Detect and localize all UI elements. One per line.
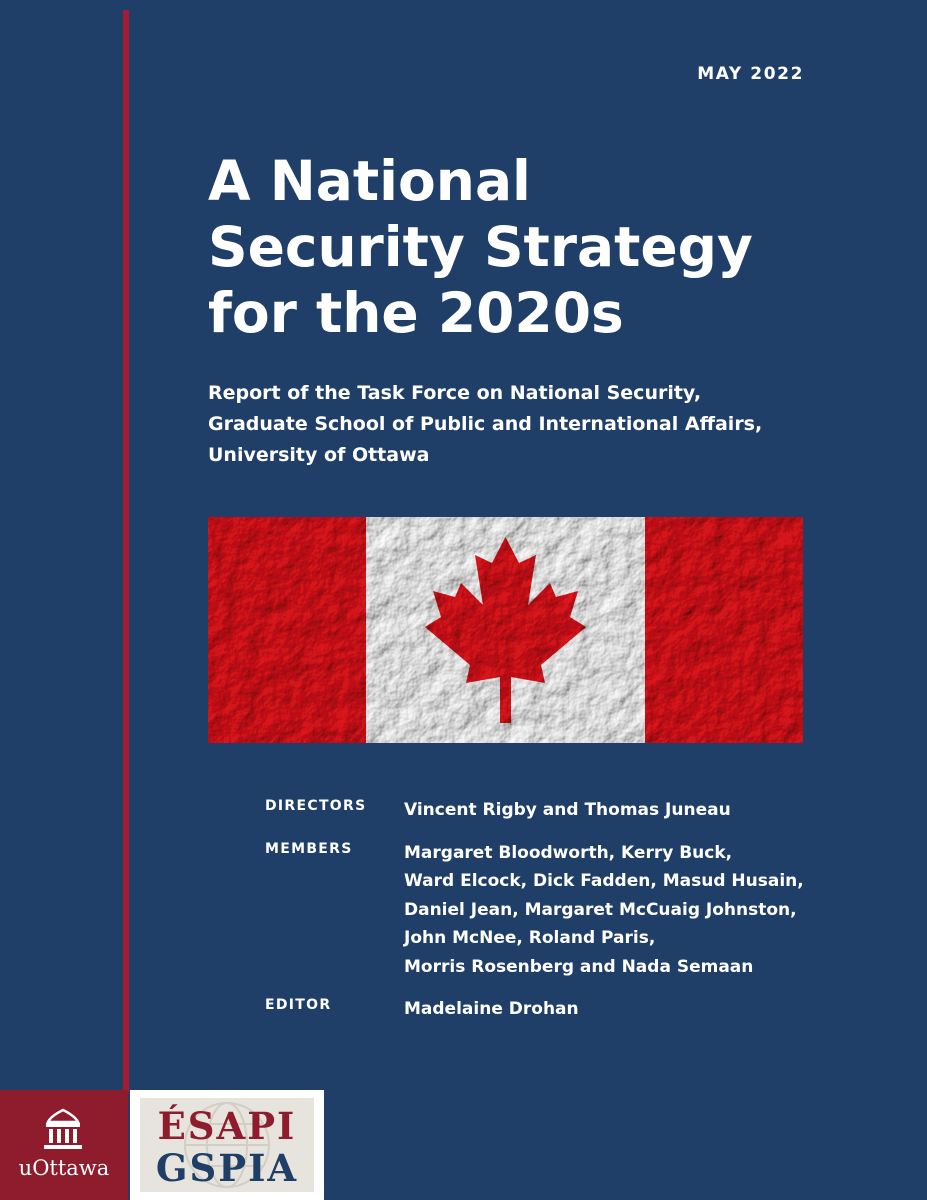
credit-name-line: Morris Rosenberg and Nada Semaan <box>404 956 754 977</box>
credit-name-line: Ward Elcock, Dick Fadden, Masud Husain, <box>404 871 804 891</box>
credit-label: DIRECTORS <box>265 798 367 814</box>
gspia-logo-panel <box>140 1098 314 1192</box>
title-line: A National <box>208 149 531 213</box>
title-line: Security Strategy <box>208 215 753 279</box>
credit-row-editor <box>265 995 865 1024</box>
publication-date: MAY 2022 <box>697 64 804 84</box>
credit-label: EDITOR <box>265 997 332 1013</box>
credit-row-directors <box>265 796 865 825</box>
subtitle-line: Report of the Task Force on National Security, <box>208 382 702 404</box>
report-title <box>208 148 848 346</box>
credits-list <box>265 796 865 1038</box>
subtitle-line: University of Ottawa <box>208 444 430 466</box>
credit-names <box>404 796 865 825</box>
esapi-wordmark: ÉSAPI <box>157 1104 297 1148</box>
red-vertical-rule <box>123 10 129 1092</box>
report-subtitle <box>208 378 848 471</box>
credit-name-line: Margaret Bloodworth, Kerry Buck, <box>404 842 733 863</box>
credit-name-line: Daniel Jean, Margaret McCuaig Johnston, <box>404 899 797 920</box>
credit-name-line: John McNee, Roland Paris, <box>404 928 656 948</box>
credit-name-line: Madelaine Drohan <box>404 999 579 1019</box>
uottawa-logo <box>0 1090 128 1200</box>
credit-label: MEMBERS <box>265 840 353 857</box>
university-building-icon <box>40 1108 86 1152</box>
credit-names <box>404 995 865 1024</box>
subtitle-line: Graduate School of Public and International Affairs, <box>208 413 763 435</box>
credit-row-members <box>265 839 865 982</box>
canadian-flag-image <box>208 517 803 743</box>
title-line: for the 2020s <box>208 281 624 345</box>
esapi-gspia-logo <box>130 1090 324 1200</box>
credit-name-line: Vincent Rigby and Thomas Juneau <box>404 800 731 820</box>
gspia-wordmark: GSPIA <box>155 1146 299 1190</box>
credit-names <box>404 839 865 982</box>
uottawa-wordmark: uOttawa <box>18 1156 110 1180</box>
